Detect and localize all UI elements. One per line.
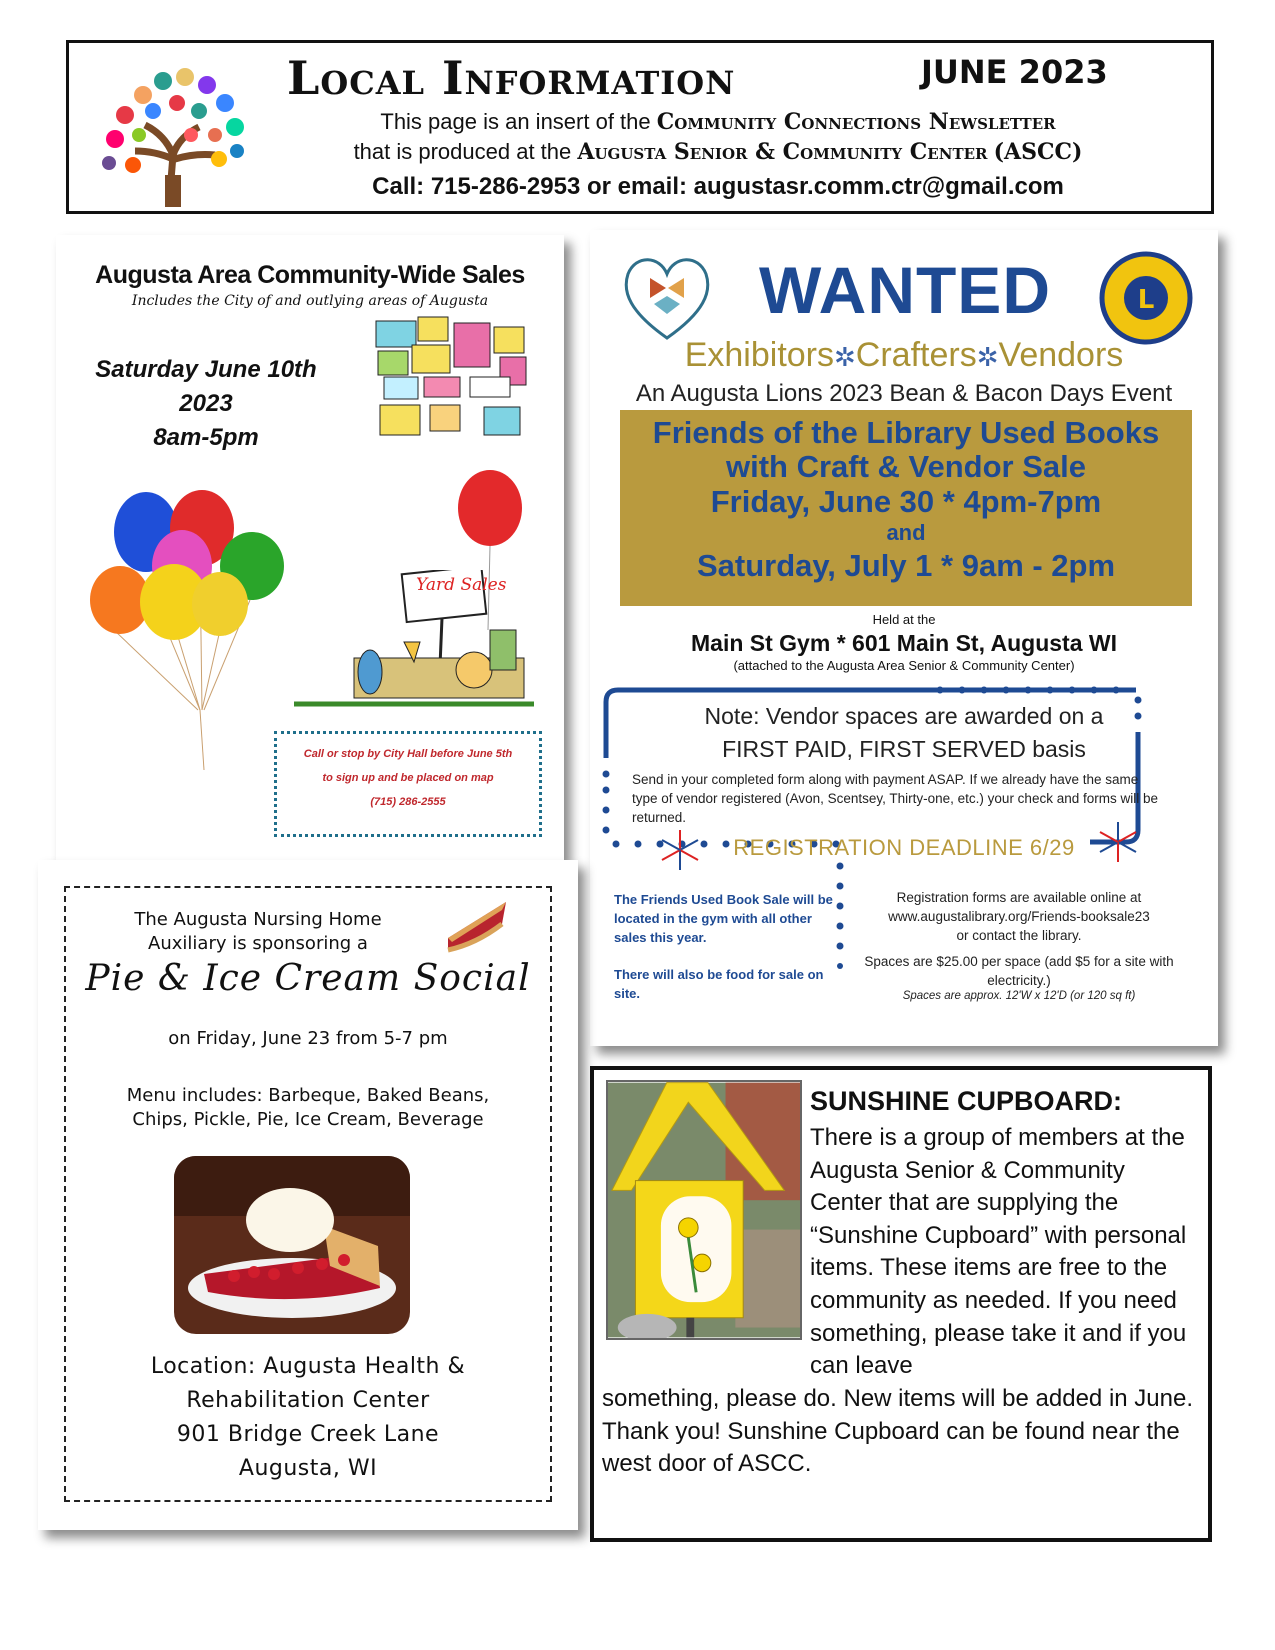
role-vendors: Vendors: [998, 336, 1124, 374]
registration-info: [848, 888, 1190, 945]
send-form-note: Send in your completed form along with payment ASAP. If we already have the same type of vendor registered (Avon, Scentsey, Thirty-one, etc.) your check and forms will be returned.: [632, 772, 1158, 825]
held-at-label: Held at the: [872, 612, 936, 627]
menu-line2: Chips, Pickle, Pie, Ice Cream, Beverage: [132, 1109, 484, 1130]
insert-note-line2: [219, 139, 1217, 165]
yard-sale-sign-text: Yard Sales: [416, 575, 507, 595]
sponsor-line1: The Augusta Nursing Home: [134, 909, 382, 930]
signup-phone: (715) 286-2555: [370, 796, 446, 808]
sale-dates-banner: [620, 410, 1192, 606]
sales-subtitle: Includes the City of and outlying areas of Augusta: [131, 293, 489, 309]
sales-date-line1: Saturday June 10th: [95, 356, 317, 383]
balloons-icon: [90, 480, 290, 770]
sunshine-body-top: There is a group of members at the Augusta Senior & Community Center that are supplying the “Sunshine Cupboard” with personal items. These items are free to the community as needed. If you need something, please take it and if you can leave: [810, 1124, 1187, 1380]
event-location: Main St Gym * 601 Main St, Augusta WI: [691, 630, 1117, 656]
page-title: Local Information: [287, 51, 736, 105]
yard-sale-art-icon: [294, 570, 534, 715]
signup-line1: Call or stop by City Hall before June 5th: [303, 748, 513, 760]
community-sales-flyer: [56, 235, 564, 860]
banner-line1: Friends of the Library Used Books: [652, 415, 1160, 450]
role-crafters: Crafters: [855, 336, 977, 374]
heart-logo-icon: [620, 252, 714, 344]
contact-line: Call: 715-286-2953 or email: augustasr.comm.ctr@gmail.com: [372, 173, 1064, 200]
attached-note: (attached to the Augusta Area Senior & Community Center): [733, 658, 1075, 673]
location-line3: 901 Bridge Creek Lane: [176, 1422, 440, 1447]
sales-title: Augusta Area Community-Wide Sales: [95, 261, 525, 289]
location-line4: Augusta, WI: [238, 1456, 378, 1481]
pie-with-ice-cream-photo: [174, 1156, 410, 1334]
newsletter-name: Community Connections Newsletter: [656, 109, 1056, 135]
roles-line: [590, 336, 1218, 375]
registration-line1: Registration forms are available online at: [896, 890, 1142, 905]
firework-icon: [1096, 820, 1140, 864]
sponsor-line2: Auxiliary is sponsoring a: [148, 933, 368, 954]
sale-signs-icon: [374, 315, 544, 440]
pie-social-location: [64, 1350, 552, 1486]
menu-text: [64, 1084, 552, 1132]
sales-time: 8am-5pm: [153, 424, 259, 451]
banner-friday: Friday, June 30 * 4pm-7pm: [710, 484, 1102, 519]
pie-social-date: on Friday, June 23 from 5-7 pm: [168, 1028, 448, 1049]
vendor-note-line1: Note: Vendor spaces are awarded on a: [704, 703, 1104, 729]
location-line2: Rehabilitation Center: [186, 1388, 430, 1413]
menu-line1: Menu includes: Barbeque, Baked Beans,: [126, 1085, 490, 1106]
location-line1: Location: Augusta Health &: [150, 1354, 466, 1379]
signup-box: [274, 731, 542, 837]
lions-club-logo-icon: [1098, 250, 1194, 346]
sponsor-text: [78, 908, 438, 956]
firework-separator-icon: ✲: [976, 342, 999, 372]
center-name: Augusta Senior & Community Center: [577, 139, 988, 165]
firework-separator-icon: ✲: [834, 342, 856, 372]
wanted-title: WANTED: [759, 253, 1051, 327]
issue-month: JUNE 2023: [921, 53, 1108, 91]
svg-text:L: L: [1137, 285, 1155, 315]
signup-line2: to sign up and be placed on map: [322, 772, 494, 784]
cherry-pie-slice-icon: [442, 894, 512, 964]
registration-deadline: REGISTRATION DEADLINE 6/29: [733, 835, 1075, 860]
banner-line2: with Craft & Vendor Sale: [725, 449, 1086, 484]
event-line: An Augusta Lions 2023 Bean & Bacon Days Event: [635, 380, 1173, 407]
sales-date: [86, 353, 326, 455]
pie-social-title: Pie & Ice Cream Social: [85, 958, 531, 999]
wanted-vendors-flyer: [590, 230, 1218, 1046]
sales-date-line2: 2023: [179, 390, 233, 417]
registration-line3: or contact the library.: [956, 928, 1082, 943]
vendor-note: [630, 700, 1178, 766]
sunshine-body-bottom: something, please do. New items will be added in June. Thank you! Sunshine Cupboard can be found near the west door of ASCC.: [602, 1385, 1193, 1478]
insert-note-prefix: This page is an insert of the: [380, 109, 651, 134]
banner-and: and: [886, 520, 926, 545]
center-abbr: (ASCC): [993, 139, 1083, 165]
vendor-note-line2: FIRST PAID, FIRST SERVED basis: [722, 736, 1086, 762]
registration-url[interactable]: www.augustalibrary.org/Friends-booksale23: [888, 909, 1150, 924]
space-price: Spaces are $25.00 per space (add $5 for a site with electricity.): [864, 954, 1174, 988]
insert-note-line1: [219, 109, 1217, 135]
sunshine-heading: SUNSHINE CUPBOARD:: [810, 1086, 1123, 1116]
food-note: There will also be food for sale on site.: [614, 967, 824, 1001]
pie-social-flyer: [38, 860, 578, 1530]
book-sale-location-note: The Friends Used Book Sale will be located in the gym with all other sales this year.: [614, 892, 833, 945]
role-exhibitors: Exhibitors: [684, 336, 834, 374]
produced-at-prefix: that is produced at the: [353, 139, 572, 164]
newsletter-header: [66, 40, 1214, 214]
sunshine-cupboard-box: [590, 1066, 1212, 1542]
banner-saturday: Saturday, July 1 * 9am - 2pm: [696, 548, 1116, 583]
sunshine-cupboard-photo: [606, 1080, 802, 1340]
space-size: Spaces are approx. 12'W x 12'D (or 120 sq ft): [902, 990, 1136, 1002]
